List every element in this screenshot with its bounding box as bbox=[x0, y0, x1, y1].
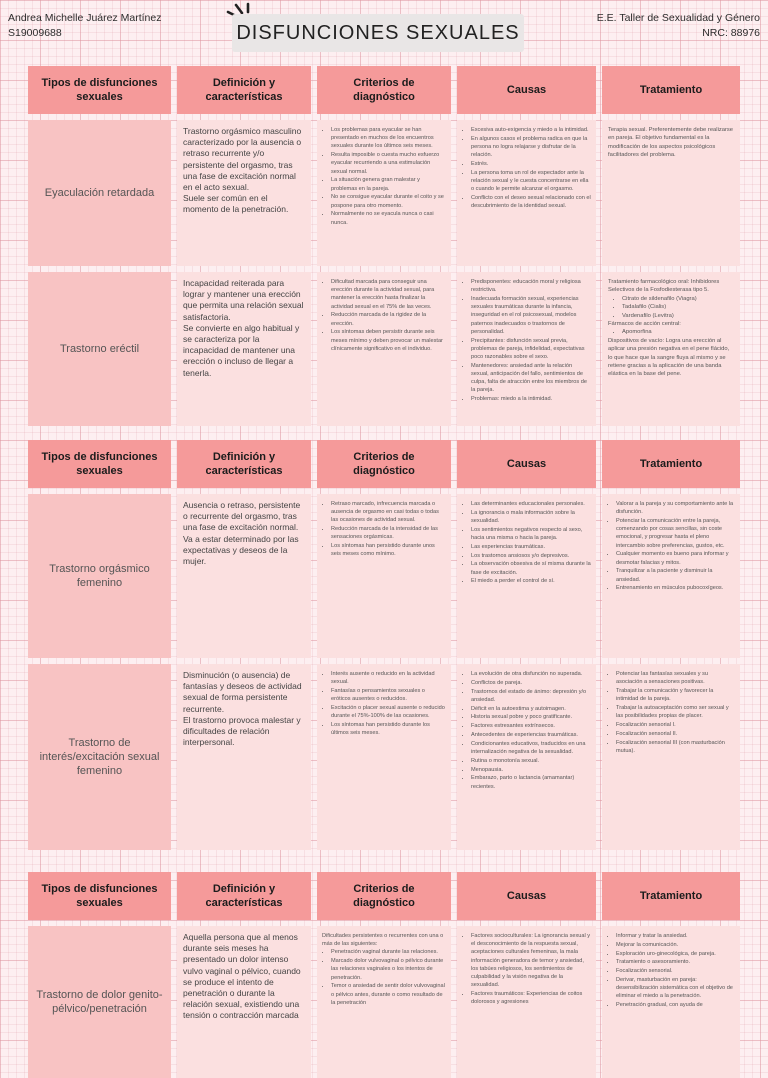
list-item: • Focalización sensorial I. bbox=[616, 721, 735, 729]
list-item: • Marcado dolor vulvovaginal o pélvico durante las relaciones vaginales o los intentos de penetración. bbox=[331, 957, 446, 982]
column-header-causes: Causas bbox=[457, 872, 596, 920]
criteria-cell bbox=[317, 664, 451, 850]
list-item: • Las experiencias traumáticas. bbox=[471, 543, 591, 551]
list-item: • Factores traumáticos: Experiencias de coitos dolorosos y agresiones bbox=[471, 990, 591, 1006]
list-item: • Apomorfina bbox=[622, 328, 734, 336]
list-item: • Focalización sensorial II. bbox=[616, 730, 735, 738]
list-item: • La persona toma un rol de espectador ante la relación sexual y le cuesta concentrarse en ella o cuando le permite alcanzar el orgasmo. bbox=[471, 169, 591, 194]
list-item: • Exploración uro-ginecológica, de pareja. bbox=[616, 950, 735, 958]
page-title: DISFUNCIONES SEXUALES bbox=[232, 14, 524, 52]
list-item: • Tranquilizar a la paciente y disminuir la ansiedad. bbox=[616, 567, 735, 583]
definition-text: Incapacidad reiterada para lograr y mantener una erección que permita una relación sexual satisfactoria. bbox=[183, 278, 304, 322]
list-item: • En algunos casos el problema radica en que la persona no logra relajarse y disfrutar de la relación. bbox=[471, 135, 591, 160]
list-item: • Los sentimientos negativos respecto al sexo, hacia una misma o hacia la pareja. bbox=[471, 526, 591, 542]
list-item: • Potenciar la comunicación entre la pareja, comenzando por cosas sencillas, sin coste emocional, y progresar hasta el pleno intercambio sobre preferencias, gustos, etc. bbox=[616, 517, 735, 550]
column-header-criteria: Criterios de diagnóstico bbox=[317, 440, 451, 488]
list-item: • Mantenedores: ansiedad ante la relación sexual, anticipación del fallo, sentimientos de culpa, falta de atracción entre los miembros de la pareja. bbox=[471, 362, 591, 395]
list-item: • Focalización sensorial. bbox=[616, 967, 735, 975]
column-header-criteria: Criterios de diagnóstico bbox=[317, 872, 451, 920]
author-info bbox=[8, 11, 162, 41]
list-item: • Tadalafilo (Cialis) bbox=[622, 303, 734, 311]
criteria-cell bbox=[317, 120, 451, 266]
causes-cell bbox=[457, 664, 596, 850]
list-item: • Inadecuada formación sexual, experiencias sexuales traumáticas durante la infancia, inseguridad en el rol psicosexual, modelos paternos inadecuados o trastornos de personalidad. bbox=[471, 295, 591, 336]
causes-cell bbox=[457, 494, 596, 658]
definition-cell bbox=[177, 272, 311, 426]
list-item: • Predisponentes: educación moral y religiosa restrictiva. bbox=[471, 278, 591, 294]
disorder-name: Trastorno eréctil bbox=[28, 272, 171, 426]
author-name: Andrea Michelle Juárez Martínez bbox=[8, 12, 162, 24]
treatment-text: Fármacos de acción central: bbox=[608, 321, 681, 328]
column-header-definition: Definición y características bbox=[177, 872, 311, 920]
column-header-treatment: Tratamiento bbox=[602, 872, 740, 920]
list-item: • Resulta imposible o cuesta mucho esfuerzo eyacular recurriendo a una estimulación sexual normal. bbox=[331, 151, 446, 176]
list-item: • Los problemas para eyacular se han presentado en muchos de los encuentros sexuales durante los últimos seis meses. bbox=[331, 126, 446, 151]
course-name: E.E. Taller de Sexualidad y Género bbox=[596, 12, 760, 24]
list-item: • Rutina o monotonía sexual. bbox=[471, 757, 591, 765]
disorders-table-2 bbox=[28, 440, 740, 850]
list-item: • Condicionantes educativos, traducidos en una internalización negativa de la sexualidad. bbox=[471, 740, 591, 756]
disorder-name: Trastorno orgásmico femenino bbox=[28, 494, 171, 658]
column-header-causes: Causas bbox=[457, 440, 596, 488]
definition-cell bbox=[177, 926, 311, 1078]
list-item: • Cualquier momento es bueno para informar y desmotar falacias y mitos. bbox=[616, 550, 735, 566]
nrc-code: NRC: 88976 bbox=[702, 27, 760, 39]
column-header-criteria: Criterios de diagnóstico bbox=[317, 66, 451, 114]
list-item: • Excesiva auto-exigencia y miedo a la intimidad. bbox=[471, 126, 591, 134]
list-item: • Citrato de sildenafilo (Viagra) bbox=[622, 295, 734, 303]
list-item: • Focalización sensorial III (con masturbación mutua). bbox=[616, 739, 735, 755]
treatment-text: Dispositivos de vacío: Logra una erección al aplicar una presión negativa en el pene flácido, lo que hace que la sangre fluya al mismo y se retiene gracias a la aplicación de una banda elástica en la base del pene. bbox=[608, 337, 730, 378]
definition-text: Suele ser común en el momento de la penetración. bbox=[183, 193, 289, 215]
course-info bbox=[597, 11, 760, 41]
list-item: • Vardenafilo (Levitra) bbox=[622, 312, 734, 320]
causes-cell bbox=[457, 120, 596, 266]
list-item: • Antecedentes de experiencias traumáticas. bbox=[471, 731, 591, 739]
list-item: • Estrés. bbox=[471, 160, 591, 168]
definition-cell bbox=[177, 664, 311, 850]
list-item: • Factores estresantes extrínsecos. bbox=[471, 722, 591, 730]
definition-text: Ausencia o retraso, persistente o recurrente del orgasmo, tras una fase de excitación normal. bbox=[183, 500, 301, 533]
treatment-cell bbox=[602, 664, 740, 850]
list-item: • Reducción marcada de la intensidad de las sensaciones orgásmicas. bbox=[331, 525, 446, 541]
column-header-type: Tipos de disfunciones sexuales bbox=[28, 440, 171, 488]
list-item: • Derivar, masturbación en pareja: desensibilización sistemática con el objetivo de eliminar el miedo a la penetración. bbox=[616, 976, 735, 1001]
definition-text: El trastorno provoca malestar y dificultades de relación interpersonal. bbox=[183, 714, 301, 748]
list-item: • Trastornos del estado de ánimo: depresión y/o ansiedad. bbox=[471, 688, 591, 704]
list-item: • Potenciar las fantasías sexuales y su asociación a sensaciones positivas. bbox=[616, 670, 735, 686]
column-header-definition: Definición y características bbox=[177, 440, 311, 488]
list-item: • Excitación o placer sexual ausente o reducido durante el 75%-100% de las ocasiones. bbox=[331, 704, 446, 720]
treatment-text: Terapia sexual. Preferentemente debe realizarse en pareja. El objetivo fundamental es la modificación de los aspectos psicológicos facilitadores del problema. bbox=[608, 127, 734, 159]
treatment-text: Tratamiento farmacológico oral: Inhibidores Selectivos de la Fosfodiesterasa tipo 5. bbox=[608, 279, 720, 294]
list-item: • Historia sexual pobre y poco gratificante. bbox=[471, 713, 591, 721]
student-id: S19009688 bbox=[8, 27, 62, 39]
causes-cell bbox=[457, 272, 596, 426]
list-item: • Tratamiento o asesoramiento. bbox=[616, 958, 735, 966]
criteria-intro: Dificultades persistentes o recurrentes con una o más de las siguientes: bbox=[322, 933, 444, 948]
list-item: • Trabajar la autoaceptación como ser sexual y las posibilidades propias de placer. bbox=[616, 704, 735, 720]
list-item: • Precipitantes: disfunción sexual previa, problemas de pareja, infidelidad, expectativas poco razonables sobre el sexo. bbox=[471, 337, 591, 362]
list-item: • Entrenamiento en músculos pubocoxígeos. bbox=[616, 584, 735, 592]
definition-text: Disminución (o ausencia) de fantasías y deseos de actividad sexual de forma persistente recurrente. bbox=[183, 670, 302, 714]
treatment-cell bbox=[602, 494, 740, 658]
list-item: • Conflicto con el deseo sexual relacionado con el descubrimiento de la identidad sexual. bbox=[471, 194, 591, 210]
definition-text: Aquella persona que al menos durante seis meses ha presentado un dolor intenso vulvo vaginal o pélvico, cuando se produce el intento de penetración o durante la relación sexual, existiendo una tensión o contracción marcada bbox=[183, 932, 301, 1021]
definition-cell bbox=[177, 494, 311, 658]
treatment-cell bbox=[602, 272, 740, 426]
criteria-cell bbox=[317, 926, 451, 1078]
column-header-definition: Definición y características bbox=[177, 66, 311, 114]
list-item: • Informar y tratar la ansiedad. bbox=[616, 932, 735, 940]
list-item: • Temor o ansiedad de sentir dolor vulvovaginal o pélvico antes, durante o como resultado de la penetración bbox=[331, 982, 446, 1007]
list-item: • Retraso marcado, infrecuencia marcada o ausencia de orgasmo en casi todas o todas las ocasiones de actividad sexual. bbox=[331, 500, 446, 525]
list-item: • El miedo a perder el control de sí. bbox=[471, 577, 591, 585]
list-item: • Trabajar la comunicación y favorecer la intimidad de la pareja. bbox=[616, 687, 735, 703]
list-item: • Valorar a la pareja y su comportamiento ante la disfunción. bbox=[616, 500, 735, 516]
list-item: • Normalmente no se eyacula nunca o casi nunca. bbox=[331, 210, 446, 226]
list-item: • Los trastornos ansiosos y/o depresivos. bbox=[471, 552, 591, 560]
column-header-treatment: Tratamiento bbox=[602, 440, 740, 488]
list-item: • Los síntomas han persistido durante los últimos seis meses. bbox=[331, 721, 446, 737]
list-item: • Embarazo, parto o lactancia (amamantar) recientes. bbox=[471, 774, 591, 790]
definition-cell bbox=[177, 120, 311, 266]
column-header-treatment: Tratamiento bbox=[602, 66, 740, 114]
list-item: • Los síntomas deben persistir durante seis meses mínimo y deben provocar un malestar clínicamente significativo en el individuo. bbox=[331, 328, 446, 353]
criteria-cell bbox=[317, 272, 451, 426]
list-item: • Los síntomas han persistido durante unos seis meses como mínimo. bbox=[331, 542, 446, 558]
list-item: • No se consigue eyacular durante el coito y se pospone para otro momento. bbox=[331, 193, 446, 209]
list-item: • Mejorar la comunicación. bbox=[616, 941, 735, 949]
disorder-name: Trastorno de dolor genito-pélvico/penetración bbox=[28, 926, 171, 1078]
list-item: • Menopausia. bbox=[471, 766, 591, 774]
disorder-name: Trastorno de interés/excitación sexual femenino bbox=[28, 664, 171, 850]
list-item: • La observación obsesiva de sí misma durante la fase de excitación. bbox=[471, 560, 591, 576]
column-header-type: Tipos de disfunciones sexuales bbox=[28, 872, 171, 920]
list-item: • Conflictos de pareja. bbox=[471, 679, 591, 687]
treatment-cell bbox=[602, 926, 740, 1078]
list-item: • Interés ausente o reducido en la actividad sexual. bbox=[331, 670, 446, 686]
disorders-table-3 bbox=[28, 872, 740, 1078]
definition-text: Va a estar determinado por las expectativas y deseos de la mujer. bbox=[183, 533, 299, 567]
list-item: • La situación genera gran malestar y problemas en la pareja. bbox=[331, 176, 446, 192]
list-item: • La ignorancia o mala información sobre la sexualidad. bbox=[471, 509, 591, 525]
definition-text: Se convierte en algo habitual y se caracteriza por la incapacidad de mantener una erección o incluso de llegar a tenerla. bbox=[183, 322, 300, 378]
list-item: • Dificultad marcada para conseguir una erección durante la actividad sexual, para mantener la erección hasta finalizar la actividad sexual en el 75% de las veces. bbox=[331, 278, 446, 311]
list-item: • Fantasías o pensamientos sexuales o eróticos ausentes o reducidos. bbox=[331, 687, 446, 703]
disorders-table-1 bbox=[28, 66, 740, 426]
column-header-causes: Causas bbox=[457, 66, 596, 114]
list-item: • Las determinantes educacionales personales. bbox=[471, 500, 591, 508]
treatment-cell bbox=[602, 120, 740, 266]
column-header-type: Tipos de disfunciones sexuales bbox=[28, 66, 171, 114]
list-item: • Factores socioculturales: La ignorancia sexual y el desconocimiento de la respuesta sexual, aceptaciones culturales femeninas, la mala información generadora de temor y ansiedad, los tabúes religiosos, los sentimientos de culpabilidad y la visión negativa de la sexualidad. bbox=[471, 932, 591, 989]
disorder-name: Eyaculación retardada bbox=[28, 120, 171, 266]
list-item: • Problemas: miedo a la intimidad. bbox=[471, 395, 591, 403]
list-item: • La evolución de otra disfunción no superada. bbox=[471, 670, 591, 678]
list-item: • Déficit en la autoestima y autoimagen. bbox=[471, 705, 591, 713]
causes-cell bbox=[457, 926, 596, 1078]
criteria-cell bbox=[317, 494, 451, 658]
list-item: • Reducción marcada de la rigidez de la erección. bbox=[331, 311, 446, 327]
list-item: • Penetración vaginal durante las relaciones. bbox=[331, 948, 446, 956]
definition-text: Trastorno orgásmico masculino caracterizado por la ausencia o retraso recurrente y/o persistente del orgasmo, tras una fase de excitación normal en el acto sexual. bbox=[183, 126, 302, 193]
list-item: • Penetración gradual, con ayuda de bbox=[616, 1001, 735, 1009]
